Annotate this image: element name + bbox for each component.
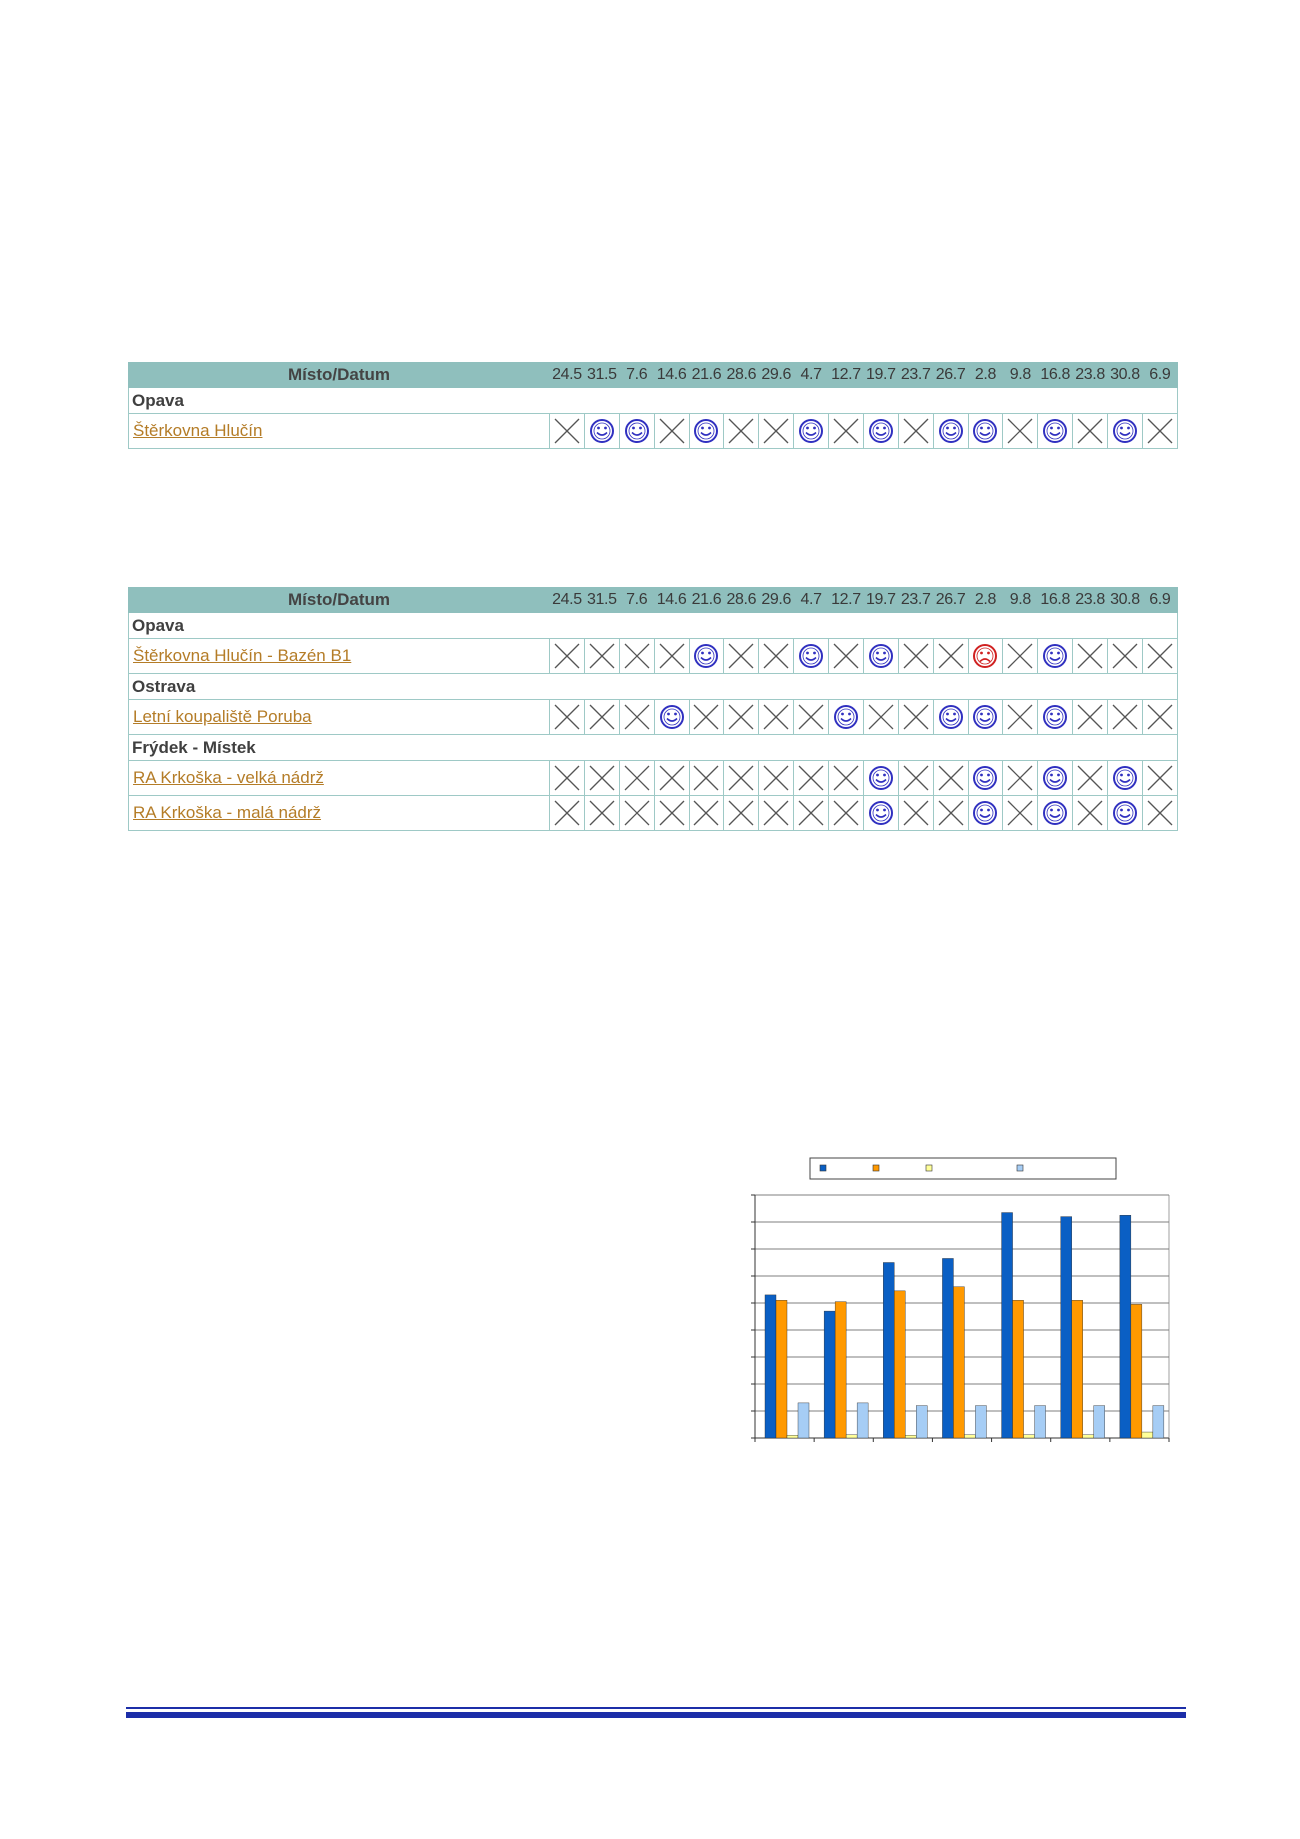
bar bbox=[765, 1295, 776, 1438]
no-data-icon bbox=[1146, 417, 1174, 445]
status-cell bbox=[829, 700, 864, 735]
status-cell bbox=[584, 414, 619, 449]
bar bbox=[1035, 1406, 1046, 1438]
status-cell bbox=[933, 796, 968, 831]
legend-swatch bbox=[926, 1165, 932, 1171]
no-data-icon bbox=[937, 764, 965, 792]
status-cell bbox=[759, 414, 794, 449]
status-cell bbox=[550, 796, 585, 831]
status-cell bbox=[1142, 700, 1177, 735]
status-cell bbox=[654, 639, 689, 674]
no-data-icon bbox=[692, 764, 720, 792]
status-cell bbox=[1142, 639, 1177, 674]
status-cell bbox=[584, 639, 619, 674]
status-cell bbox=[550, 761, 585, 796]
status-cell bbox=[898, 761, 933, 796]
status-cell bbox=[654, 700, 689, 735]
status-cell bbox=[1003, 639, 1038, 674]
header-date: 23.8 bbox=[1073, 588, 1108, 613]
site-name-cell bbox=[129, 796, 550, 831]
header-date: 4.7 bbox=[794, 363, 829, 388]
smiley-icon bbox=[1041, 799, 1069, 827]
bar bbox=[894, 1291, 905, 1438]
status-cell bbox=[584, 796, 619, 831]
no-data-icon bbox=[1111, 642, 1139, 670]
chart-legend bbox=[810, 1158, 1116, 1179]
status-cell bbox=[619, 796, 654, 831]
bar bbox=[1024, 1435, 1035, 1438]
bar bbox=[1142, 1432, 1153, 1438]
status-cell bbox=[1038, 700, 1073, 735]
header-date: 14.6 bbox=[654, 363, 689, 388]
smiley-icon bbox=[797, 417, 825, 445]
no-data-icon bbox=[902, 703, 930, 731]
header-date: 9.8 bbox=[1003, 363, 1038, 388]
bar bbox=[1131, 1304, 1142, 1438]
no-data-icon bbox=[832, 642, 860, 670]
status-cell bbox=[689, 796, 724, 831]
header-date: 23.7 bbox=[898, 588, 933, 613]
region-label: Opava bbox=[129, 613, 1178, 639]
no-data-icon bbox=[658, 764, 686, 792]
status-cell bbox=[619, 700, 654, 735]
status-cell bbox=[584, 700, 619, 735]
smiley-icon bbox=[1041, 642, 1069, 670]
no-data-icon bbox=[623, 764, 651, 792]
smiley-icon bbox=[797, 642, 825, 670]
header-date: 24.5 bbox=[550, 363, 585, 388]
no-data-icon bbox=[1076, 642, 1104, 670]
no-data-icon bbox=[1006, 417, 1034, 445]
no-data-icon bbox=[692, 799, 720, 827]
status-cell bbox=[933, 639, 968, 674]
region-row bbox=[129, 613, 1178, 639]
bar bbox=[1072, 1300, 1083, 1438]
bar bbox=[1094, 1406, 1105, 1438]
bar-chart bbox=[740, 1150, 1180, 1450]
status-cell bbox=[1003, 414, 1038, 449]
status-cell bbox=[759, 639, 794, 674]
no-data-icon bbox=[832, 417, 860, 445]
status-cell bbox=[794, 414, 829, 449]
header-date: 31.5 bbox=[584, 363, 619, 388]
no-data-icon bbox=[832, 764, 860, 792]
bar bbox=[975, 1406, 986, 1438]
no-data-icon bbox=[1076, 703, 1104, 731]
frown-icon bbox=[971, 642, 999, 670]
status-cell bbox=[829, 796, 864, 831]
status-cell bbox=[759, 761, 794, 796]
header-date: 16.8 bbox=[1038, 363, 1073, 388]
status-cell bbox=[968, 414, 1003, 449]
status-cell bbox=[863, 639, 898, 674]
status-cell bbox=[1003, 700, 1038, 735]
status-cell bbox=[1003, 761, 1038, 796]
no-data-icon bbox=[762, 764, 790, 792]
status-cell bbox=[1073, 761, 1108, 796]
region-row bbox=[129, 674, 1178, 700]
no-data-icon bbox=[553, 703, 581, 731]
status-cell bbox=[968, 639, 1003, 674]
no-data-icon bbox=[762, 799, 790, 827]
status-cell bbox=[689, 414, 724, 449]
header-date: 26.7 bbox=[933, 588, 968, 613]
bar bbox=[776, 1300, 787, 1438]
smiley-icon bbox=[971, 703, 999, 731]
bar bbox=[1083, 1435, 1094, 1438]
header-date: 9.8 bbox=[1003, 588, 1038, 613]
bar bbox=[905, 1435, 916, 1438]
smiley-icon bbox=[1041, 764, 1069, 792]
status-cell bbox=[863, 796, 898, 831]
status-cell bbox=[1038, 761, 1073, 796]
status-cell bbox=[1073, 414, 1108, 449]
no-data-icon bbox=[727, 642, 755, 670]
smiley-icon bbox=[623, 417, 651, 445]
no-data-icon bbox=[1006, 764, 1034, 792]
bar bbox=[835, 1302, 846, 1438]
status-cell bbox=[619, 639, 654, 674]
smiley-icon bbox=[971, 764, 999, 792]
status-cell bbox=[968, 761, 1003, 796]
status-cell bbox=[724, 796, 759, 831]
bar bbox=[1153, 1406, 1164, 1438]
no-data-icon bbox=[1076, 417, 1104, 445]
no-data-icon bbox=[623, 799, 651, 827]
water-quality-table-1 bbox=[128, 362, 1178, 449]
site-row bbox=[129, 639, 1178, 674]
status-cell bbox=[619, 414, 654, 449]
status-cell bbox=[1073, 639, 1108, 674]
header-date: 14.6 bbox=[654, 588, 689, 613]
status-cell bbox=[689, 700, 724, 735]
header-date: 12.7 bbox=[829, 363, 864, 388]
bar bbox=[1013, 1300, 1024, 1438]
legend-swatch bbox=[873, 1165, 879, 1171]
smiley-icon bbox=[1111, 417, 1139, 445]
region-label: Opava bbox=[129, 388, 1178, 414]
smiley-icon bbox=[1041, 417, 1069, 445]
header-date: 19.7 bbox=[863, 363, 898, 388]
no-data-icon bbox=[1146, 799, 1174, 827]
no-data-icon bbox=[1076, 764, 1104, 792]
no-data-icon bbox=[623, 703, 651, 731]
site-row bbox=[129, 700, 1178, 735]
no-data-icon bbox=[902, 764, 930, 792]
smiley-icon bbox=[1111, 764, 1139, 792]
status-cell bbox=[898, 700, 933, 735]
status-cell bbox=[794, 639, 829, 674]
header-date: 30.8 bbox=[1108, 588, 1143, 613]
bar bbox=[964, 1435, 975, 1438]
status-cell bbox=[1003, 796, 1038, 831]
no-data-icon bbox=[832, 799, 860, 827]
status-cell bbox=[1108, 414, 1143, 449]
status-cell bbox=[1108, 796, 1143, 831]
status-cell bbox=[863, 700, 898, 735]
no-data-icon bbox=[553, 417, 581, 445]
status-cell bbox=[829, 761, 864, 796]
status-cell bbox=[1038, 796, 1073, 831]
no-data-icon bbox=[797, 764, 825, 792]
bar bbox=[1120, 1215, 1131, 1438]
no-data-icon bbox=[762, 642, 790, 670]
region-label: Frýdek - Místek bbox=[129, 735, 1178, 761]
no-data-icon bbox=[727, 799, 755, 827]
no-data-icon bbox=[937, 642, 965, 670]
smiley-icon bbox=[867, 642, 895, 670]
no-data-icon bbox=[1076, 799, 1104, 827]
bar bbox=[916, 1406, 927, 1438]
bar bbox=[857, 1403, 868, 1438]
no-data-icon bbox=[588, 764, 616, 792]
smiley-icon bbox=[971, 799, 999, 827]
header-row bbox=[129, 363, 1178, 388]
no-data-icon bbox=[553, 799, 581, 827]
status-cell bbox=[829, 639, 864, 674]
site-name-cell bbox=[129, 761, 550, 796]
header-date: 23.8 bbox=[1073, 363, 1108, 388]
header-date: 16.8 bbox=[1038, 588, 1073, 613]
status-cell bbox=[863, 414, 898, 449]
no-data-icon bbox=[658, 799, 686, 827]
smiley-icon bbox=[692, 642, 720, 670]
no-data-icon bbox=[1146, 642, 1174, 670]
bar bbox=[942, 1258, 953, 1438]
status-cell bbox=[654, 796, 689, 831]
smiley-icon bbox=[937, 417, 965, 445]
header-date: 21.6 bbox=[689, 363, 724, 388]
status-cell bbox=[933, 414, 968, 449]
status-cell bbox=[654, 761, 689, 796]
region-label: Ostrava bbox=[129, 674, 1178, 700]
smiley-icon bbox=[1041, 703, 1069, 731]
no-data-icon bbox=[658, 417, 686, 445]
status-cell bbox=[898, 796, 933, 831]
status-cell bbox=[689, 761, 724, 796]
status-cell bbox=[898, 639, 933, 674]
site-name-cell bbox=[129, 700, 550, 735]
header-date: 12.7 bbox=[829, 588, 864, 613]
header-date: 2.8 bbox=[968, 363, 1003, 388]
status-cell bbox=[1108, 761, 1143, 796]
header-date: 29.6 bbox=[759, 588, 794, 613]
status-cell bbox=[689, 639, 724, 674]
status-cell bbox=[1142, 796, 1177, 831]
site-row bbox=[129, 796, 1178, 831]
smiley-icon bbox=[971, 417, 999, 445]
header-place-date: Místo/Datum bbox=[129, 588, 550, 613]
no-data-icon bbox=[867, 703, 895, 731]
status-cell bbox=[724, 414, 759, 449]
header-date: 26.7 bbox=[933, 363, 968, 388]
status-cell bbox=[1073, 796, 1108, 831]
status-cell bbox=[550, 639, 585, 674]
header-date: 21.6 bbox=[689, 588, 724, 613]
region-row bbox=[129, 735, 1178, 761]
status-cell bbox=[550, 700, 585, 735]
status-cell bbox=[759, 700, 794, 735]
no-data-icon bbox=[762, 417, 790, 445]
no-data-icon bbox=[588, 799, 616, 827]
status-cell bbox=[654, 414, 689, 449]
site-row bbox=[129, 761, 1178, 796]
site-name-cell bbox=[129, 414, 550, 449]
no-data-icon bbox=[902, 799, 930, 827]
status-cell bbox=[724, 700, 759, 735]
bar bbox=[824, 1311, 835, 1438]
no-data-icon bbox=[1006, 799, 1034, 827]
header-date: 23.7 bbox=[898, 363, 933, 388]
header-date: 7.6 bbox=[619, 363, 654, 388]
water-quality-table-2 bbox=[128, 587, 1178, 831]
smiley-icon bbox=[867, 799, 895, 827]
header-date: 6.9 bbox=[1142, 363, 1177, 388]
status-cell bbox=[898, 414, 933, 449]
smiley-icon bbox=[1111, 799, 1139, 827]
no-data-icon bbox=[692, 703, 720, 731]
header-date: 2.8 bbox=[968, 588, 1003, 613]
bar bbox=[1061, 1217, 1072, 1438]
no-data-icon bbox=[588, 703, 616, 731]
status-cell bbox=[1142, 414, 1177, 449]
header-date: 24.5 bbox=[550, 588, 585, 613]
status-cell bbox=[759, 796, 794, 831]
site-link[interactable]: Letní koupaliště Poruba bbox=[133, 707, 312, 726]
header-date: 29.6 bbox=[759, 363, 794, 388]
no-data-icon bbox=[1146, 703, 1174, 731]
status-cell bbox=[1142, 761, 1177, 796]
status-cell bbox=[829, 414, 864, 449]
no-data-icon bbox=[658, 642, 686, 670]
no-data-icon bbox=[727, 764, 755, 792]
no-data-icon bbox=[797, 799, 825, 827]
status-cell bbox=[724, 761, 759, 796]
no-data-icon bbox=[623, 642, 651, 670]
no-data-icon bbox=[1146, 764, 1174, 792]
status-cell bbox=[794, 700, 829, 735]
status-cell bbox=[550, 414, 585, 449]
no-data-icon bbox=[797, 703, 825, 731]
status-cell bbox=[933, 700, 968, 735]
bar bbox=[787, 1435, 798, 1438]
no-data-icon bbox=[937, 799, 965, 827]
smiley-icon bbox=[867, 417, 895, 445]
status-cell bbox=[863, 761, 898, 796]
status-cell bbox=[1108, 639, 1143, 674]
bar bbox=[953, 1287, 964, 1438]
smiley-icon bbox=[588, 417, 616, 445]
bar bbox=[883, 1263, 894, 1439]
legend-swatch bbox=[820, 1165, 826, 1171]
bar bbox=[1002, 1213, 1013, 1438]
footer-rule-thin bbox=[126, 1707, 1186, 1709]
site-link[interactable]: RA Krkoška - malá nádrž bbox=[133, 803, 322, 822]
region-row bbox=[129, 388, 1178, 414]
status-cell bbox=[794, 761, 829, 796]
status-cell bbox=[584, 761, 619, 796]
status-cell bbox=[794, 796, 829, 831]
footer-rule-thick bbox=[126, 1712, 1186, 1718]
header-date: 19.7 bbox=[863, 588, 898, 613]
no-data-icon bbox=[1006, 703, 1034, 731]
header-place-date: Místo/Datum bbox=[129, 363, 550, 388]
site-row bbox=[129, 414, 1178, 449]
no-data-icon bbox=[762, 703, 790, 731]
no-data-icon bbox=[1006, 642, 1034, 670]
status-cell bbox=[968, 700, 1003, 735]
no-data-icon bbox=[553, 764, 581, 792]
status-cell bbox=[1108, 700, 1143, 735]
bar bbox=[798, 1403, 809, 1438]
smiley-icon bbox=[658, 703, 686, 731]
smiley-icon bbox=[692, 417, 720, 445]
no-data-icon bbox=[588, 642, 616, 670]
no-data-icon bbox=[902, 417, 930, 445]
smiley-icon bbox=[867, 764, 895, 792]
status-cell bbox=[1038, 639, 1073, 674]
status-cell bbox=[968, 796, 1003, 831]
no-data-icon bbox=[553, 642, 581, 670]
header-row bbox=[129, 588, 1178, 613]
header-date: 30.8 bbox=[1108, 363, 1143, 388]
site-link[interactable]: Štěrkovna Hlučín - Bazén B1 bbox=[133, 646, 352, 665]
site-link[interactable]: RA Krkoška - velká nádrž bbox=[133, 768, 324, 787]
status-cell bbox=[933, 761, 968, 796]
status-cell bbox=[619, 761, 654, 796]
no-data-icon bbox=[727, 417, 755, 445]
no-data-icon bbox=[727, 703, 755, 731]
status-cell bbox=[1038, 414, 1073, 449]
site-name-cell bbox=[129, 639, 550, 674]
header-date: 28.6 bbox=[724, 363, 759, 388]
header-date: 7.6 bbox=[619, 588, 654, 613]
bar bbox=[846, 1435, 857, 1438]
header-date: 4.7 bbox=[794, 588, 829, 613]
header-date: 6.9 bbox=[1142, 588, 1177, 613]
smiley-icon bbox=[937, 703, 965, 731]
status-cell bbox=[724, 639, 759, 674]
no-data-icon bbox=[1111, 703, 1139, 731]
header-date: 28.6 bbox=[724, 588, 759, 613]
no-data-icon bbox=[902, 642, 930, 670]
status-cell bbox=[1073, 700, 1108, 735]
site-link[interactable]: Štěrkovna Hlučín bbox=[133, 421, 263, 440]
header-date: 31.5 bbox=[584, 588, 619, 613]
smiley-icon bbox=[832, 703, 860, 731]
legend-swatch bbox=[1017, 1165, 1023, 1171]
